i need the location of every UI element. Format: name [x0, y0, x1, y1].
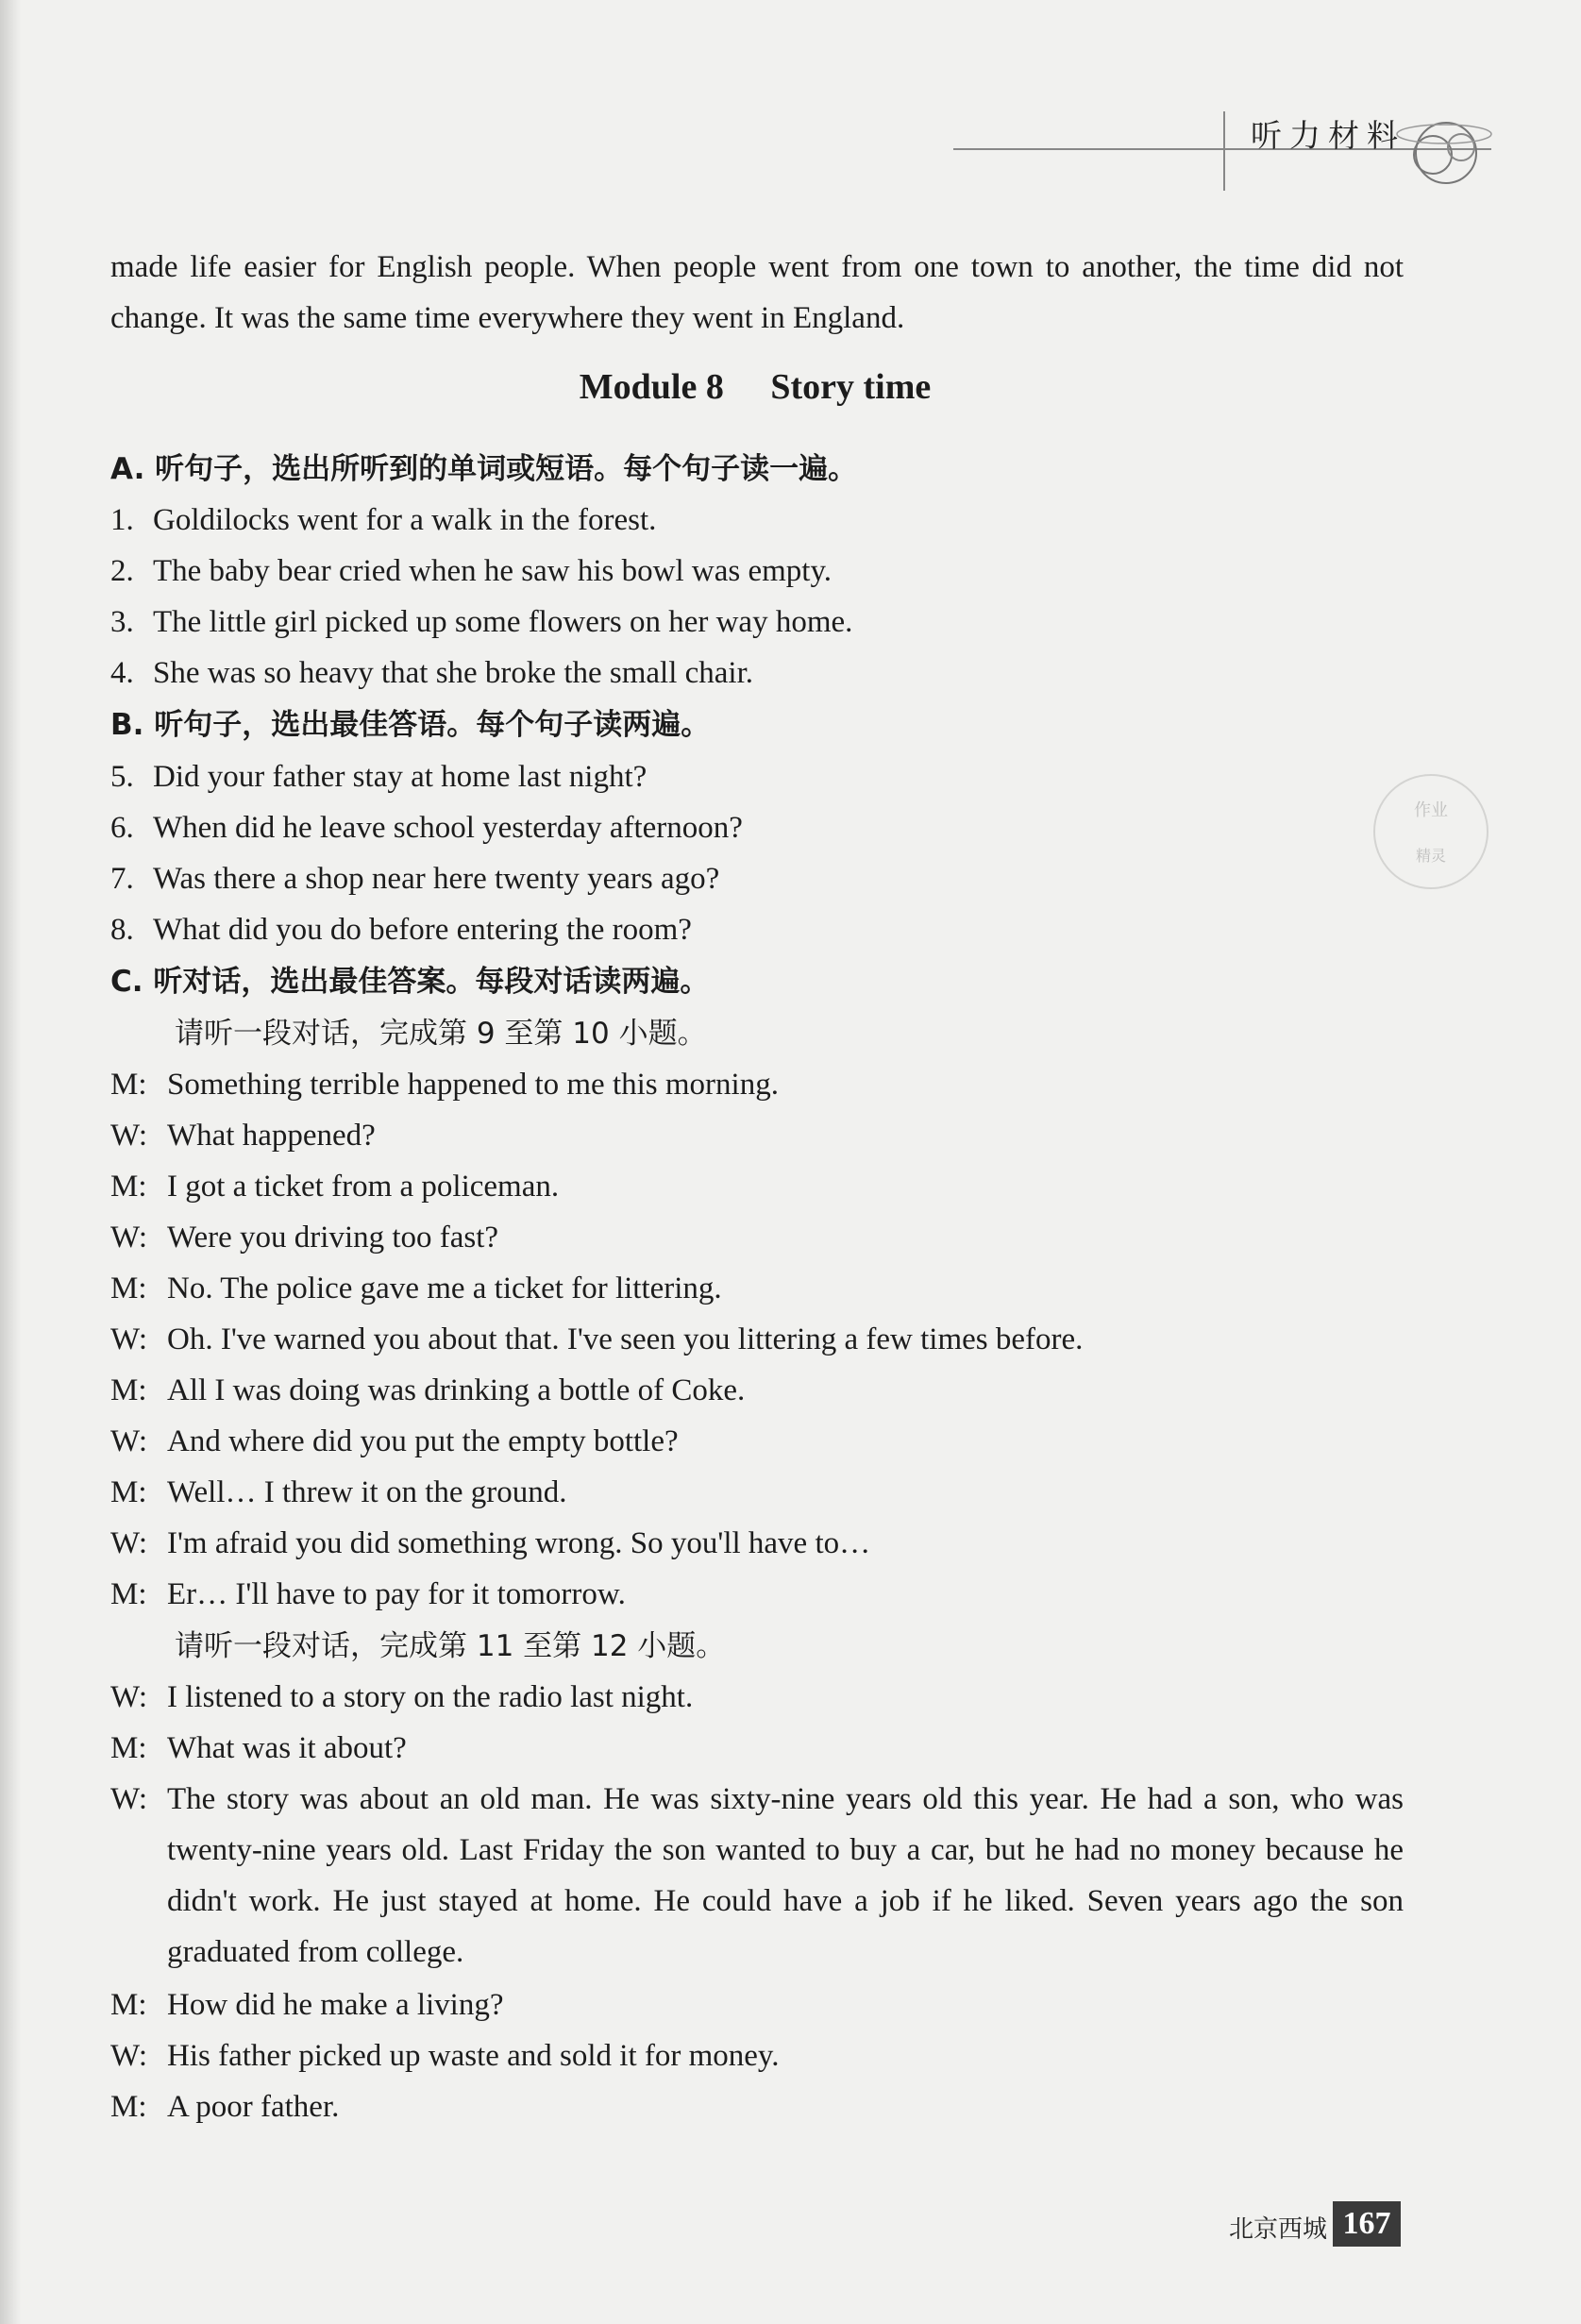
item-number: 4. — [110, 656, 134, 690]
section-c-heading: C. 听对话，选出最佳答案。每段对话读两遍。 — [110, 965, 710, 999]
page-edge-shadow — [0, 0, 21, 2324]
dialogue-text: All I was doing was drinking a bottle of Coke. — [167, 1373, 746, 1407]
dialogue-line — [110, 1263, 722, 1314]
item-number: 7. — [110, 862, 134, 896]
item-number: 3. — [110, 605, 134, 639]
watermark-stamp — [1373, 774, 1488, 889]
item-number: 2. — [110, 554, 134, 588]
speaker: M: — [110, 1271, 147, 1305]
dialogue-1-intro: 请听一段对话，完成第 9 至第 10 小题。 — [175, 1017, 707, 1051]
item-text: Goldilocks went for a walk in the forest. — [153, 503, 657, 537]
page-number: 167 — [1333, 2201, 1401, 2247]
list-item — [110, 495, 656, 546]
item-number: 6. — [110, 811, 134, 845]
dialogue-line — [110, 1212, 498, 1263]
speaker: W: — [110, 1119, 148, 1153]
item-number: 1. — [110, 503, 134, 537]
header-decoration-icon — [1388, 113, 1501, 198]
dialogue-text: A poor father. — [167, 2090, 340, 2124]
dialogue-text: And where did you put the empty bottle? — [167, 1424, 679, 1458]
dialogue-text: I'm afraid you did something wrong. So you'll have to… — [167, 1526, 871, 1560]
stamp-bottom-text: 精灵 — [1415, 847, 1446, 865]
list-item — [110, 648, 753, 699]
speaker: M: — [110, 1475, 147, 1509]
dialogue-text: What happened? — [167, 1119, 376, 1153]
list-item — [110, 802, 743, 853]
speaker: M: — [110, 1068, 147, 1102]
dialogue-line — [110, 2030, 780, 2081]
intro-paragraph: made life easier for English people. When people went from one town to another, the time did not change. It was the same time everywhere they went in England. — [110, 250, 1404, 335]
speaker: W: — [110, 1424, 148, 1458]
speaker: M: — [110, 1373, 147, 1407]
dialogue-line — [110, 1059, 779, 1110]
dialogue-text: What was it about? — [167, 1731, 407, 1765]
dialogue-line — [110, 1979, 504, 2030]
dialogue-line — [110, 1365, 745, 1416]
speaker: M: — [110, 1988, 147, 2022]
dialogue-2-intro: 请听一段对话，完成第 11 至第 12 小题。 — [175, 1629, 726, 1663]
module-number: Module 8 — [579, 367, 724, 407]
speaker: M: — [110, 2090, 147, 2124]
dialogue-text: Were you driving too fast? — [167, 1221, 499, 1255]
dialogue-text: Something terrible happened to me this morning. — [167, 1068, 779, 1102]
item-number: 5. — [110, 760, 134, 794]
item-text: The baby bear cried when he saw his bowl was empty. — [153, 554, 833, 588]
dialogue-line — [110, 1416, 679, 1467]
list-item — [110, 597, 852, 648]
dialogue-line — [110, 2081, 339, 2132]
item-text: When did he leave school yesterday afternoon? — [153, 811, 743, 845]
dialogue-line — [110, 1161, 559, 1212]
speaker: W: — [110, 1221, 148, 1255]
speaker: M: — [110, 1577, 147, 1611]
footer-label: 北京西城 — [1229, 2215, 1328, 2244]
item-text: The little girl picked up some flowers on her way home. — [153, 605, 853, 639]
dialogue-text: Er… I'll have to pay for it tomorrow. — [167, 1577, 626, 1611]
section-b-heading: B. 听句子，选出最佳答语。每个句子读两遍。 — [110, 708, 711, 742]
module-name: Story time — [770, 367, 932, 407]
dialogue-text: Well… I threw it on the ground. — [167, 1475, 567, 1509]
module-title — [0, 366, 1510, 408]
dialogue-line — [110, 1518, 870, 1569]
item-text: What did you do before entering the room? — [153, 913, 692, 947]
item-text: Was there a shop near here twenty years ago? — [153, 862, 720, 896]
list-item — [110, 853, 719, 904]
list-item — [110, 751, 647, 802]
list-item — [110, 546, 832, 597]
dialogue-text: The story was about an old man. He was sixty-nine years old this year. He had a son, who was twenty-nine years old. Last Friday the son wanted to buy a car, but he had no money because he didn't work. He just stayed at home. He could have a job if he liked. Seven years ago the son graduated from college. — [167, 1782, 1404, 1969]
dialogue-text: No. The police gave me a ticket for littering. — [167, 1271, 722, 1305]
dialogue-line — [110, 1723, 407, 1774]
list-item — [110, 904, 692, 955]
speaker: W: — [110, 1526, 148, 1560]
dialogue-text: Oh. I've warned you about that. I've seen you littering a few times before. — [167, 1322, 1084, 1356]
speaker: M: — [110, 1731, 147, 1765]
speaker: W: — [110, 2039, 148, 2073]
dialogue-text: I got a ticket from a policeman. — [167, 1170, 560, 1204]
dialogue-text: His father picked up waste and sold it for money. — [167, 2039, 780, 2073]
stamp-top-text: 作业 — [1414, 800, 1448, 820]
dialogue-line — [110, 1467, 567, 1518]
dialogue-line — [110, 1314, 1083, 1365]
speaker: W: — [110, 1680, 148, 1714]
dialogue-line — [110, 1672, 693, 1723]
item-text: She was so heavy that she broke the small chair. — [153, 656, 754, 690]
dialogue-text: I listened to a story on the radio last night. — [167, 1680, 694, 1714]
item-number: 8. — [110, 913, 134, 947]
section-a-heading: A. 听句子，选出所听到的单词或短语。每个句子读一遍。 — [110, 452, 858, 486]
dialogue-line — [110, 1569, 626, 1620]
speaker: M: — [110, 1170, 147, 1204]
dialogue-text: How did he make a living? — [167, 1988, 504, 2022]
speaker: W: — [110, 1782, 148, 1816]
speaker: W: — [110, 1322, 148, 1356]
header-divider-vertical — [1223, 111, 1225, 191]
dialogue-line — [110, 1110, 376, 1161]
header-title: 听力材料 — [1251, 117, 1405, 154]
item-text: Did your father stay at home last night? — [153, 760, 648, 794]
